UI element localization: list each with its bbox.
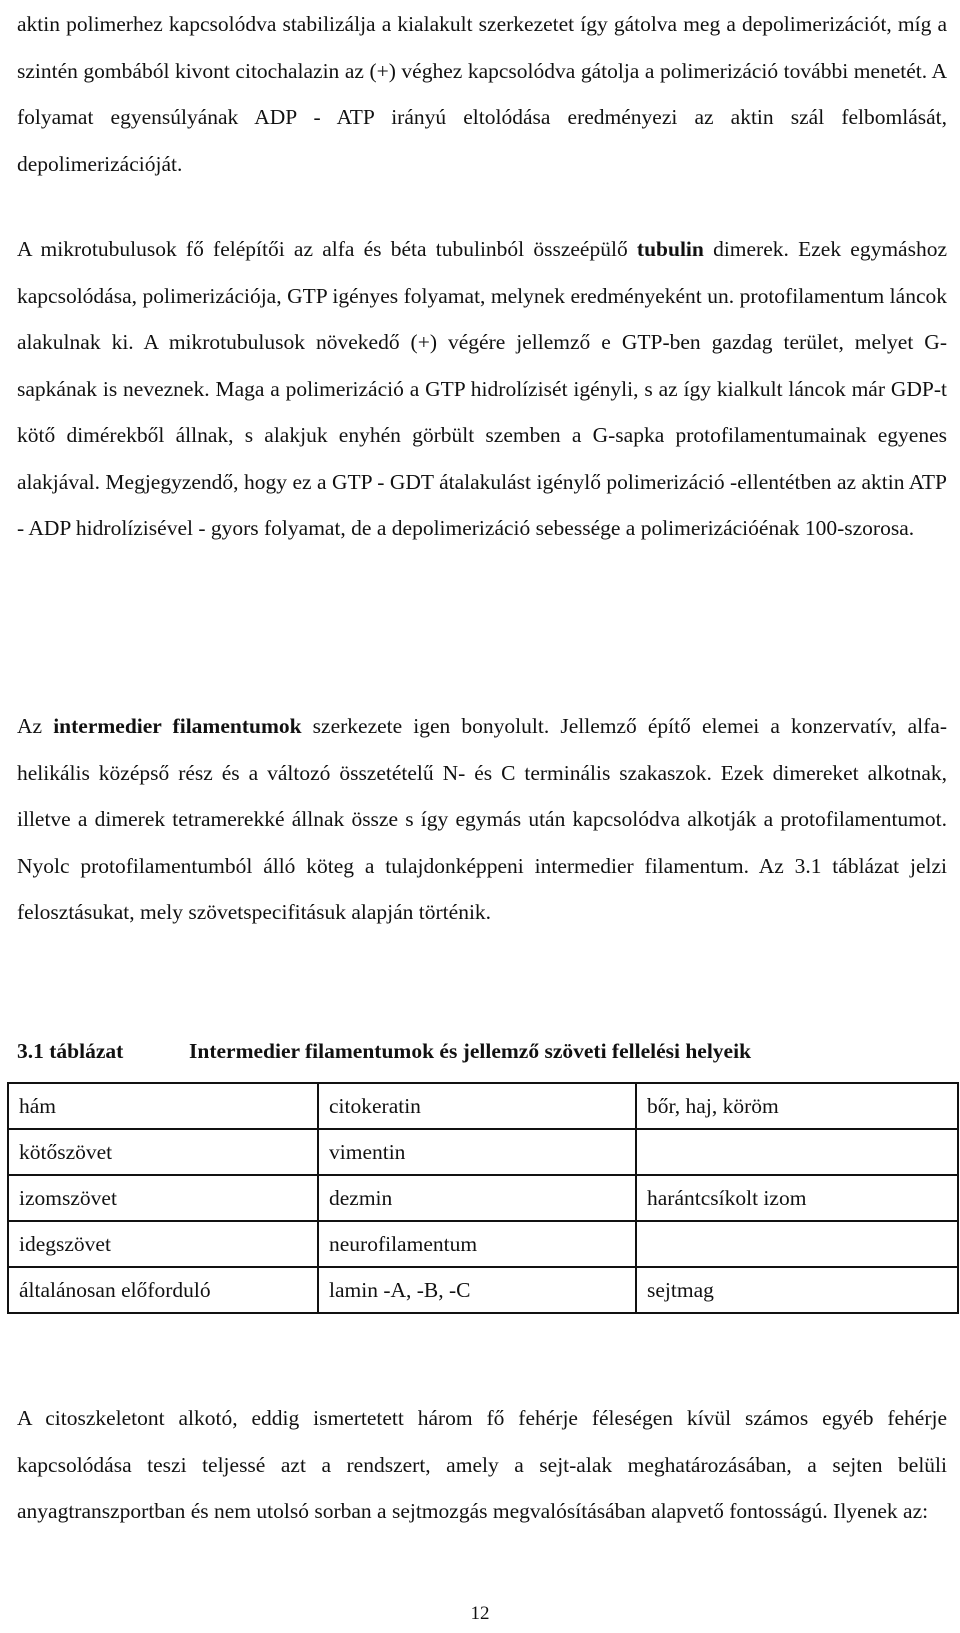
- table-cell: hám: [8, 1083, 318, 1129]
- filament-table: [7, 1082, 959, 1314]
- table-cell: lamin -A, -B, -C: [318, 1267, 636, 1313]
- paragraph-microtubules: [17, 226, 947, 552]
- table-cell: idegszövet: [8, 1221, 318, 1267]
- text: szerkezete igen bonyolult. Jellemző építő elemei a konzervatív, alfa-helikális középső rész és a változó összetételű N- és C terminális szakaszok. Ezek dimereket alkotnak, illetve a dimerek tetramerekké állnak össze s így egymás után kapcsolódva alkotják a protofilamentumot. Nyolc protofilamentumból álló köteg a tulajdonképpeni intermedier filamentum. Az 3.1 táblázat jelzi felosztásukat, mely szövetspecifitásuk alapján történik.: [17, 714, 947, 924]
- table-cell: neurofilamentum: [318, 1221, 636, 1267]
- table-row: [8, 1267, 958, 1313]
- paragraph-actin: aktin polimerhez kapcsolódva stabilizálja a kialakult szerkezetet így gátolva meg a depolimerizációt, míg a szintén gombából kivont citochalazin az (+) véghez kapcsolódva gátolja a polimerizáció további menetét. A folyamat egyensúlyának ADP - ATP irányú eltolódása eredményezi az aktin szál felbomlását, depolimerizációját.: [17, 12, 947, 176]
- paragraph-cytoskeleton: A citoszkeletont alkotó, eddig ismertetett három fő fehérje féleségen kívül számos egyéb fehérje kapcsolódása teszi teljessé azt a rendszert, amely a sejt-alak meghatározásában, a sejten belüli anyagtranszportban és nem utolsó sorban a sejtmozgás megvalósításában alapvető fontosságú. Ilyenek az:: [17, 1406, 947, 1523]
- paragraph-intermediate-filaments: [17, 703, 947, 936]
- text: dimerek. Ezek egymáshoz kapcsolódása, polimerizációja, GTP igényes folyamat, melynek eredményeként un. protofilamentum láncok alakulnak ki. A mikrotubulusok növekedő (+) végére jellemző e GTP-ben gazdag terület, melyet G-sapkának is neveznek. Maga a polimerizáció a GTP hidrolízisét igényli, s az így kialkult láncok már GDP-t kötő dimérekből állnak, s alakjuk enyhén görbült szemben a G-sapka protofilamentumainak egyenes alakjával. Megjegyzendő, hogy ez a GTP - GDT átalakulást igénylő polimerizáció -ellentétben az aktin ATP - ADP hidrolízisével - gyors folyamat, de a depolimerizáció sebessége a polimerizációénak 100-szorosa.: [17, 237, 947, 540]
- text: A mikrotubulusok fő felépítői az alfa és béta tubulinból összeépülő: [17, 237, 637, 261]
- table-cell: vimentin: [318, 1129, 636, 1175]
- table-cell: [636, 1221, 958, 1267]
- table-caption-title: Intermedier filamentumok és jellemző szöveti fellelési helyeik: [189, 1039, 752, 1063]
- term-tubulin: tubulin: [636, 237, 704, 261]
- table-cell: bőr, haj, köröm: [636, 1083, 958, 1129]
- table-caption: [17, 1036, 947, 1066]
- table-cell: kötőszövet: [8, 1129, 318, 1175]
- table-cell: harántcsíkolt izom: [636, 1175, 958, 1221]
- table-row: [8, 1221, 958, 1267]
- table-row: [8, 1175, 958, 1221]
- table-cell: izomszövet: [8, 1175, 318, 1221]
- table-row: [8, 1083, 958, 1129]
- text: Az: [17, 714, 54, 738]
- table-caption-number: 3.1 táblázat: [17, 1039, 124, 1063]
- table-cell: [636, 1129, 958, 1175]
- term-intermediate-filaments: intermedier filamentumok: [53, 714, 302, 738]
- table-cell: általánosan előforduló: [8, 1267, 318, 1313]
- table-cell: sejtmag: [636, 1267, 958, 1313]
- table-cell: citokeratin: [318, 1083, 636, 1129]
- page-number: 12: [470, 1603, 490, 1624]
- table-cell: dezmin: [318, 1175, 636, 1221]
- table-row: [8, 1129, 958, 1175]
